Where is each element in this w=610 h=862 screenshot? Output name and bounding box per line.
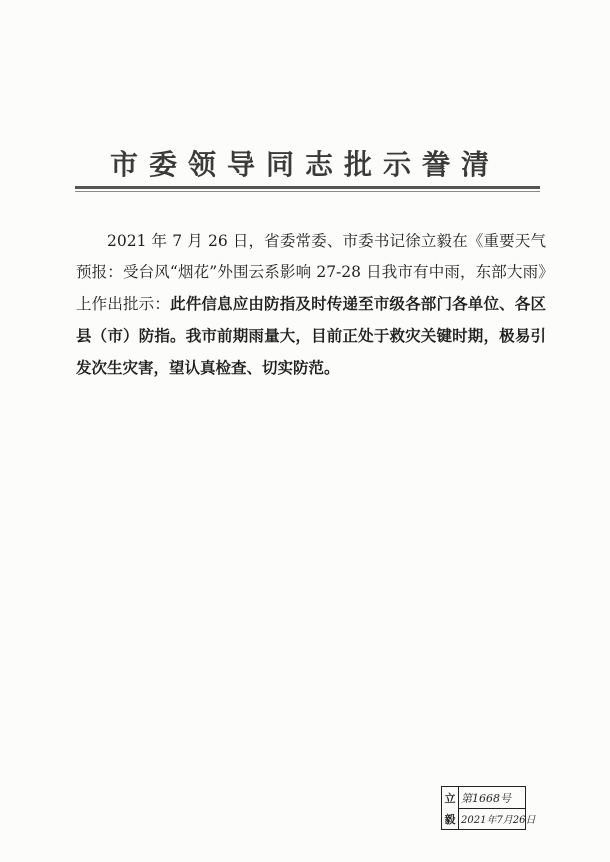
instruction-quote: 此件信息应由防指及时传递至市级各部门各单位、各区县（市）防指。我市前期雨量大，目前正处于救灾关键时期，极易引发次生灾害，望认真检查、切实防范。 <box>76 294 546 377</box>
stamp-label-column <box>442 787 459 829</box>
stamp-label-bottom: 毅 <box>444 812 456 826</box>
instruction-paragraph <box>76 226 546 384</box>
page-title: 市委领导同志批示誊清 <box>109 148 500 181</box>
stamp-date: 2021年7月26日 <box>461 815 536 826</box>
title-rule-thin <box>75 191 540 192</box>
paragraph-lead: 2021 年 7 月 26 日，省委常委、市委书记徐立毅在《重要天气预报：受台风“烟花”外围云系影响 27-28 日我市有中雨，东部大雨》上作出批示： <box>76 232 546 313</box>
registration-stamp <box>441 786 536 830</box>
stamp-label-top: 立 <box>444 791 456 805</box>
stamp-number: 第1668号 <box>458 787 525 809</box>
title-rule-thick <box>75 186 540 189</box>
